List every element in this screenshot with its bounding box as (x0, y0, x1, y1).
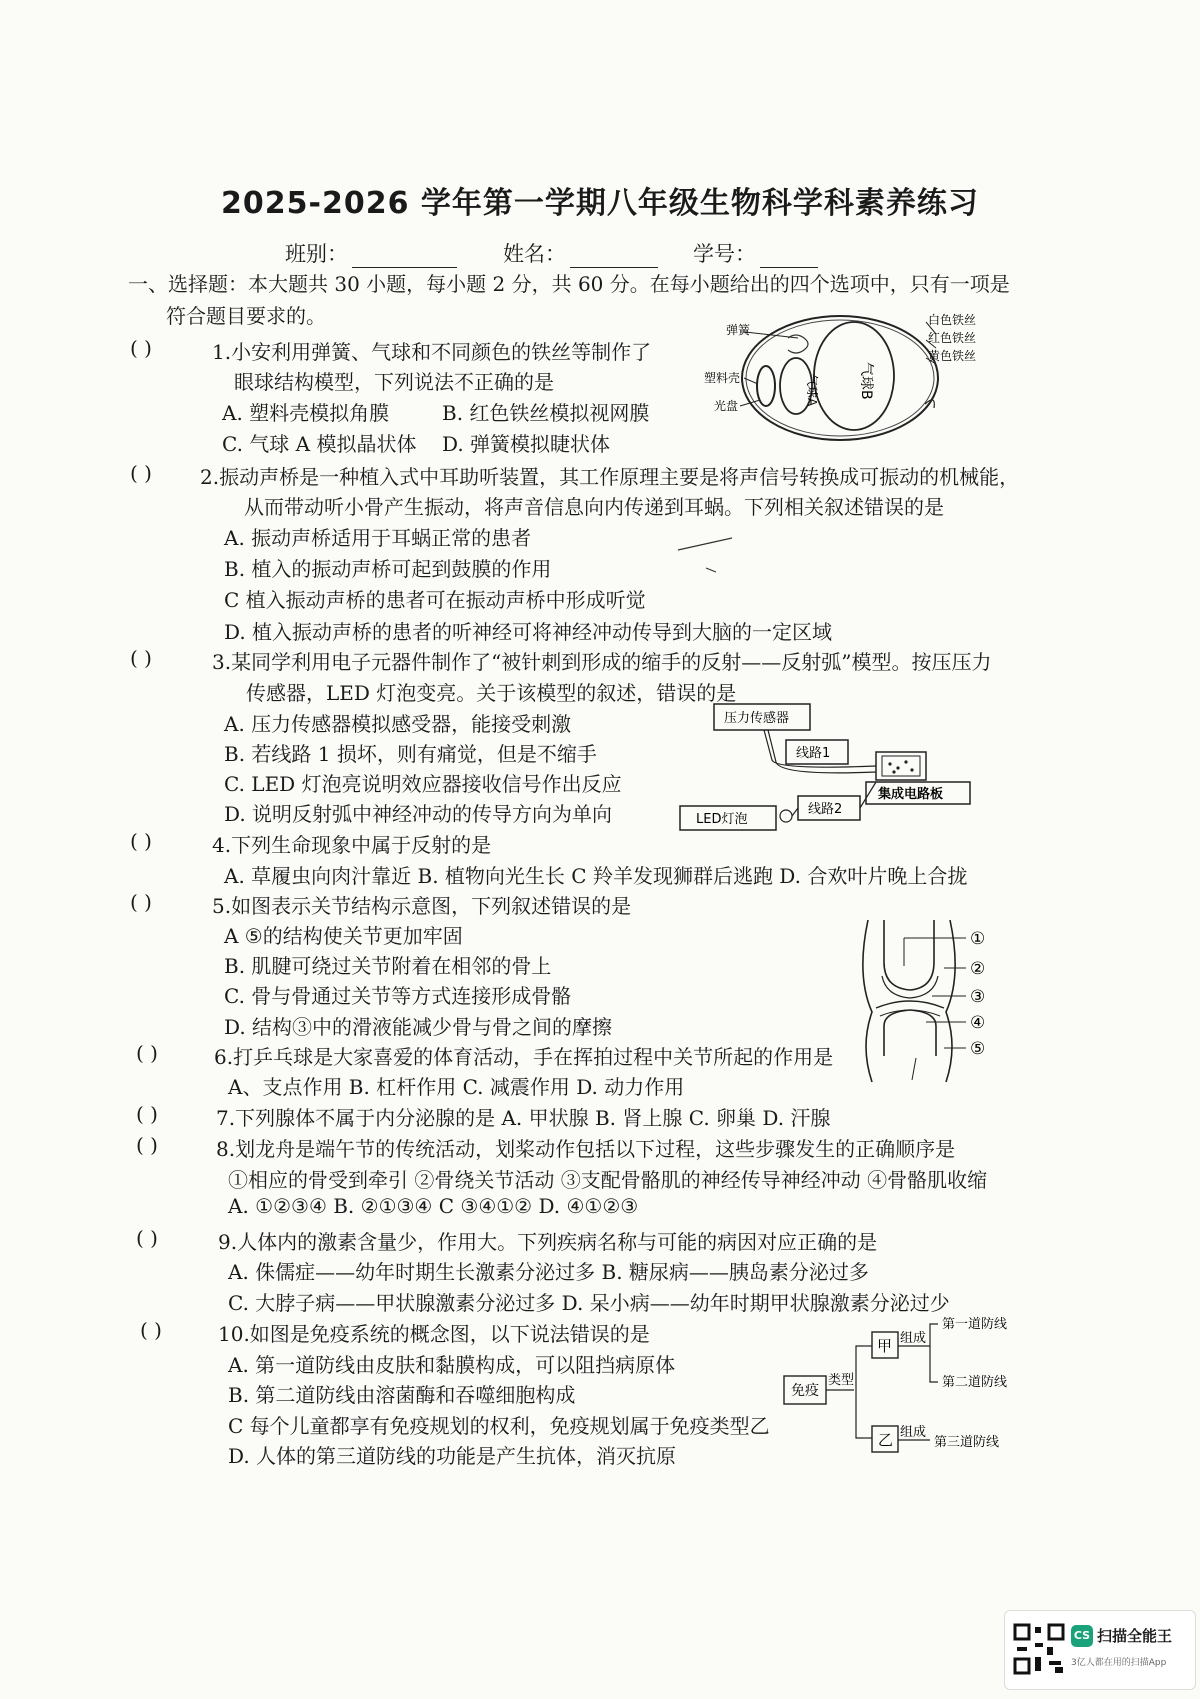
section-header-line2: 符合题目要求的。 (166, 304, 326, 328)
circuit-label-board: 集成电路板 (878, 787, 944, 802)
student-id-field[interactable] (693, 238, 818, 268)
q10-option-d: D. 人体的第三道防线的功能是产生抗体，消灭抗原 (228, 1444, 677, 1468)
circuit-label-line1: 线路1 (796, 746, 831, 761)
q3-option-b: B. 若线路 1 损坏，则有痛觉，但是不缩手 (224, 742, 597, 766)
reflex-arc-circuit-figure (676, 700, 976, 840)
q9-options-1: A. 侏儒症——幼年时期生长激素分泌过多 B. 糖尿病——胰岛素分泌过多 (228, 1260, 869, 1284)
eye-label-balloon-a: 气球A (805, 374, 819, 407)
q7-stem: 7.下列腺体不属于内分泌腺的是 A. 甲状腺 B. 肾上腺 C. 卵巢 D. 汗腺 (216, 1106, 831, 1130)
immune-label-immune: 免疫 (791, 1383, 819, 1399)
circuit-label-sensor: 压力传感器 (724, 711, 790, 726)
circuit-label-line2: 线路2 (808, 802, 843, 817)
immune-label-zucheng1: 组成 (900, 1331, 927, 1346)
name-field[interactable] (503, 238, 658, 268)
q3-stem-2: 传感器，LED 灯泡变亮。关于该模型的叙述，错误的是 (246, 681, 737, 705)
q2-option-b: B. 植入的振动声桥可起到鼓膜的作用 (224, 557, 552, 581)
immune-label-yi: 乙 (878, 1431, 894, 1449)
q5-stem: 5.如图表示关节结构示意图，下列叙述错误的是 (212, 894, 632, 918)
joint-label-1: ① (970, 929, 986, 949)
q9-options-2: C. 大脖子病——甲状腺激素分泌过多 D. 呆小病——幼年时期甲状腺激素分泌过少 (228, 1291, 950, 1315)
q10-option-b: B. 第二道防线由溶菌酶和吞噬细胞构成 (228, 1383, 576, 1407)
name-label: 姓名： (503, 242, 566, 266)
q2-stem-2: 从而带动听小骨产生振动，将声音信息向内传递到耳蜗。下列相关叙述错误的是 (244, 495, 944, 519)
immune-label-third: 第三道防线 (934, 1435, 1000, 1450)
answer-paren-q8[interactable]: ( ) (136, 1133, 158, 1157)
qr-code-icon (1013, 1623, 1065, 1675)
immune-label-type: 类型 (828, 1373, 855, 1388)
circuit-label-led: LED灯泡 (696, 812, 748, 827)
joint-label-3: ③ (970, 987, 986, 1007)
cs-logo-icon: CS (1071, 1625, 1093, 1647)
q1-option-a: A. 塑料壳模拟角膜 (222, 401, 390, 425)
q3-stem-1: 3.某同学利用电子元器件制作了“被针刺到形成的缩手的反射——反射弧”模型。按压压力 (212, 650, 992, 674)
q2-option-c: C 植入振动声桥的患者可在振动声桥中形成听觉 (224, 588, 646, 612)
scanner-tagline: 3亿人都在用的扫描App (1071, 1658, 1167, 1668)
q8-stem-1: 8.划龙舟是端午节的传统活动，划桨动作包括以下过程，这些步骤发生的正确顺序是 (216, 1137, 956, 1161)
immune-label-zucheng2: 组成 (900, 1425, 927, 1440)
q10-option-c: C 每个儿童都享有免疫规划的权利，免疫规划属于免疫类型乙 (228, 1414, 770, 1438)
answer-paren-q3[interactable]: ( ) (130, 646, 152, 670)
q2-option-d: D. 植入振动声桥的患者的听神经可将神经冲动传导到大脑的一定区域 (224, 620, 833, 644)
q10-stem: 10.如图是免疫系统的概念图，以下说法错误的是 (218, 1322, 650, 1346)
immune-concept-figure (778, 1310, 1018, 1470)
q6-stem: 6.打乒乓球是大家喜爱的体育活动，手在挥拍过程中关节所起的作用是 (214, 1045, 834, 1069)
section-header-line1: 一、选择题：本大题共 30 小题，每小题 2 分，共 60 分。在每小题给出的四个选项中，只有一项是 (128, 272, 1010, 296)
q8-stem-2: ①相应的骨受到牵引 ②骨绕关节活动 ③支配骨骼肌的神经传导神经冲动 ④骨骼肌收缩 (228, 1168, 988, 1192)
answer-paren-q2[interactable]: ( ) (130, 461, 152, 485)
q1-option-d: D. 弹簧模拟睫状体 (442, 432, 611, 456)
answer-paren-q9[interactable]: ( ) (136, 1226, 158, 1250)
q8-options: A. ①②③④ B. ②①③④ C ③④①② D. ④①②③ (228, 1194, 639, 1218)
joint-label-4: ④ (970, 1013, 986, 1033)
scanner-brand: 扫描全能王 (1097, 1627, 1173, 1645)
q4-stem: 4.下列生命现象中属于反射的是 (212, 833, 492, 857)
eye-label-yellow-wire: 黄色铁丝 (928, 349, 977, 363)
q1-stem-2: 眼球结构模型，下列说法不正确的是 (234, 370, 554, 394)
q5-option-d: D. 结构③中的滑液能减少骨与骨之间的摩擦 (224, 1015, 613, 1039)
page-title: 2025-2026 学年第一学期八年级生物科学科素养练习 (221, 186, 979, 221)
eye-model-figure (700, 308, 990, 448)
immune-label-first: 第一道防线 (942, 1317, 1008, 1332)
q2-option-a: A. 振动声桥适用于耳蜗正常的患者 (224, 526, 532, 550)
eye-label-red-wire: 红色铁丝 (928, 331, 977, 345)
q10-option-a: A. 第一道防线由皮肤和黏膜构成，可以阻挡病原体 (228, 1353, 676, 1377)
q1-stem-1: 1.小安利用弹簧、气球和不同颜色的铁丝等制作了 (212, 340, 652, 364)
eye-label-spring: 弹簧 (726, 323, 751, 337)
answer-paren-q5[interactable]: ( ) (130, 890, 152, 914)
answer-paren-q7[interactable]: ( ) (136, 1102, 158, 1126)
answer-paren-q4[interactable]: ( ) (130, 829, 152, 853)
eye-label-shell: 塑料壳 (704, 371, 741, 385)
eye-label-white-wire: 白色铁丝 (928, 313, 977, 327)
id-label: 学号： (693, 242, 756, 266)
answer-paren-q6[interactable]: ( ) (136, 1041, 158, 1065)
immune-label-jia: 甲 (877, 1337, 893, 1355)
q6-options: A、支点作用 B. 杠杆作用 C. 减震作用 D. 动力作用 (228, 1075, 685, 1099)
q1-option-b: B. 红色铁丝模拟视网膜 (442, 401, 650, 425)
q4-options: A. 草履虫向肉汁靠近 B. 植物向光生长 C 羚羊发现狮群后逃跑 D. 合欢叶片晚上合拢 (224, 864, 968, 888)
scanner-watermark (1004, 1610, 1196, 1690)
joint-label-5: ⑤ (970, 1039, 986, 1059)
eye-label-balloon-b: 气球B (858, 362, 874, 400)
class-label: 班别： (285, 242, 348, 266)
q3-option-a: A. 压力传感器模拟感受器，能接受刺激 (224, 712, 572, 736)
immune-label-second: 第二道防线 (942, 1375, 1008, 1390)
q1-option-c: C. 气球 A 模拟晶状体 (222, 432, 417, 456)
joint-structure-figure (846, 916, 1006, 1086)
q5-option-a: A ⑤的结构使关节更加牢固 (224, 924, 463, 948)
q9-stem: 9.人体内的激素含量少，作用大。下列疾病名称与可能的病因对应正确的是 (218, 1230, 878, 1254)
q3-option-d: D. 说明反射弧中神经冲动的传导方向为单向 (224, 802, 613, 826)
class-field[interactable] (285, 238, 457, 268)
joint-label-2: ② (970, 959, 986, 979)
pen-mark (676, 534, 736, 574)
answer-paren-q1[interactable]: ( ) (130, 336, 152, 360)
q2-stem-1: 2.振动声桥是一种植入式中耳助听装置，其工作原理主要是将声信号转换成可振动的机械能， (200, 465, 1020, 489)
eye-label-disc: 光盘 (714, 399, 739, 413)
q5-option-c: C. 骨与骨通过关节等方式连接形成骨骼 (224, 984, 572, 1008)
q5-option-b: B. 肌腱可绕过关节附着在相邻的骨上 (224, 954, 552, 978)
q3-option-c: C. LED 灯泡亮说明效应器接收信号作出反应 (224, 772, 622, 796)
answer-paren-q10[interactable]: ( ) (140, 1318, 162, 1342)
